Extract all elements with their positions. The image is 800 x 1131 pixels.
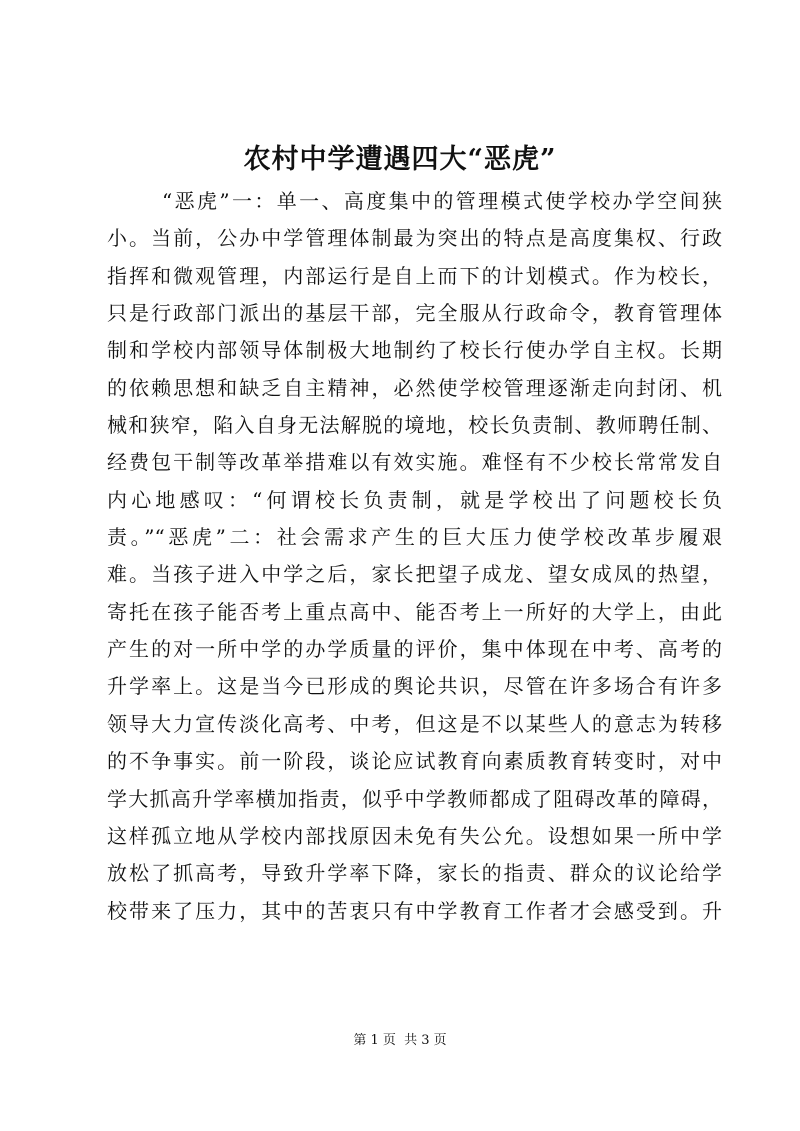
text-line: “恶虎”一：单一、高度集中的管理模式使学校办学空间狭 — [162, 189, 722, 213]
text-line: 产生的对一所中学的办学质量的评价，集中体现在中考、高考的 — [107, 637, 722, 662]
text-line: 内心地感叹：“何谓校长负责制，就是学校出了问题校长负 — [107, 487, 722, 512]
text-line: 放松了抓高考，导致升学率下降，家长的指责、群众的议论给学 — [107, 861, 722, 886]
text-line: 只是行政部门派出的基层干部，完全服从行政命令，教育管理体 — [107, 301, 722, 326]
text-line: 学大抓高升学率横加指责，似乎中学教师都成了阻碍改革的障碍， — [107, 786, 722, 811]
text-line: 校带来了压力，其中的苦衷只有中学教育工作者才会感受到。升 — [107, 898, 722, 923]
text-line: 的不争事实。前一阶段，谈论应试教育向素质教育转变时，对中 — [107, 749, 722, 774]
text-line: 领导大力宣传淡化高考、中考，但这是不以某些人的意志为转移 — [107, 711, 722, 736]
body-text — [107, 183, 722, 930]
text-line: 指挥和微观管理，内部运行是自上而下的计划模式。作为校长， — [107, 263, 722, 288]
text-line: 的依赖思想和缺乏自主精神，必然使学校管理逐渐走向封闭、机 — [107, 375, 722, 400]
text-line: 升学率上。这是当今已形成的舆论共识，尽管在许多场合有许多 — [107, 674, 722, 699]
text-line: 经费包干制等改革举措难以有效实施。难怪有不少校长常常发自 — [107, 450, 722, 475]
text-line: 寄托在孩子能否考上重点高中、能否考上一所好的大学上，由此 — [107, 599, 722, 624]
text-line: 难。当孩子进入中学之后，家长把望子成龙、望女成凤的热望， — [107, 562, 722, 587]
text-line: 制和学校内部领导体制极大地制约了校长行使办学自主权。长期 — [107, 338, 722, 363]
text-line: 责。”“恶虎”二：社会需求产生的巨大压力使学校改革步履艰 — [107, 525, 722, 550]
page-footer: 第 1 页 共 3 页 — [353, 1033, 447, 1048]
text-line: 械和狭窄，陷入自身无法解脱的境地，校长负责制、教师聘任制、 — [107, 413, 722, 438]
text-line: 这样孤立地从学校内部找原因未免有失公允。设想如果一所中学 — [107, 823, 722, 848]
page-title: 农村中学遭遇四大“恶虎” — [243, 144, 557, 175]
text-line: 小。当前，公办中学管理体制最为突出的特点是高度集权、行政 — [107, 226, 722, 251]
